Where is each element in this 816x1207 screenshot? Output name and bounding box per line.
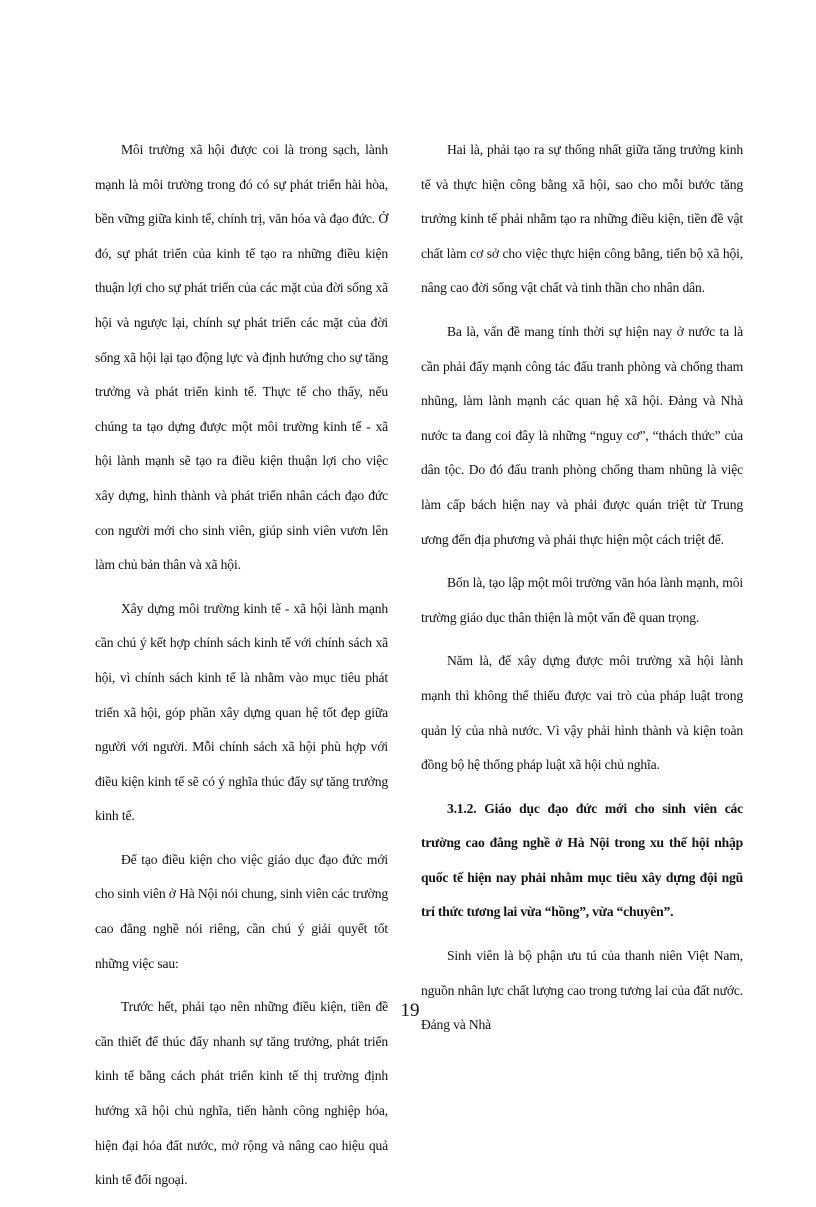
paragraph-conditions-intro: Để tạo điều kiện cho việc giáo dục đạo đức mới cho sinh viên ở Hà Nội nói chung, sinh viên các trường cao đẳng nghề nói riêng, cần chú ý giải quyết tốt những việc sau: <box>95 851 389 971</box>
paragraph-social-environment: Môi trường xã hội được coi là trong sạch, lành mạnh là môi trường trong đó có sự phát triển hài hòa, bền vững giữa kinh tế, chính trị, văn hóa và đạo đức. Ở đó, sự phát triển của kinh tế tạo ra những điều kiện thuận lợi cho sự phát triển của các mặt của đời sống xã hội và ngược lại, chính sự phát triển các mặt của đời sống xã hội lại tạo động lực và định hướng cho sự tăng trưởng và phát triển kinh tế. Thực tế cho thấy, nếu chúng ta tạo dựng được một môi trường kinh tế - xã hội lành mạnh sẽ tạo ra điều kiện thuận lợi cho việc xây dựng, hình thành và phát triển nhân cách đạo đức con người mới cho sinh viên, giúp sinh viên vươn lên làm chủ bản thân và xã hội. <box>95 142 388 573</box>
paragraph-economic-social-policy: Xây dựng môi trường kinh tế - xã hội lành mạnh cần chú ý kết hợp chính sách kinh tế với chính sách xã hội, vì chính sách kinh tế là nhằm vào mục tiêu phát triển xã hội, góp phần xây dựng quan hệ tốt đẹp giữa người với người. Mỗi chính sách xã hội phù hợp với điều kiện kinh tế sẽ có ý nghĩa thúc đẩy sự tăng trưởng kinh tế. <box>95 600 388 824</box>
paragraph-first-point: Trước hết, phải tạo nên những điều kiện, tiền đề cần thiết để thúc đẩy nhanh sự tăng trưởng, phát triển kinh tế bằng cách phát triển kinh tế thị trường định hướng xã hội chủ nghĩa, tiến hành công nghiệp hóa, hiện đại hóa đất nước, mở rộng và nâng cao hiệu quả kinh tế đối ngoại. <box>95 999 388 1188</box>
paragraph-students-role: Sinh viên là bộ phận ưu tú của thanh niên Việt Nam, nguồn nhân lực chất lượng cao trong tương lai của đất nước. Đảng và Nhà <box>421 948 743 1033</box>
left-text-column <box>95 133 388 1207</box>
section-heading-3-1-2: 3.1.2. Giáo dục đạo đức mới cho sinh viên các trường cao đẳng nghề ở Hà Nội trong xu thế hội nhập quốc tế hiện nay phải nhằm mục tiêu xây dựng đội ngũ trí thức tương lai vừa “hồng”, vừa “chuyên”. <box>421 800 743 920</box>
paragraph-fourth-point: Bốn là, tạo lập một môi trường văn hóa lành mạnh, môi trường giáo dục thân thiện là một vấn đề quan trọng. <box>421 575 743 625</box>
page-number: 19 <box>400 1000 420 1021</box>
paragraph-fifth-point: Năm là, để xây dựng được môi trường xã hội lành mạnh thì không thể thiếu được vai trò của pháp luật trong quản lý của nhà nước. Vì vậy phải hình thành và kiện toàn đồng bộ hệ thống pháp luật xã hội chủ nghĩa. <box>421 653 743 773</box>
paragraph-second-point: Hai là, phải tạo ra sự thống nhất giữa tăng trưởng kinh tế và thực hiện công bằng xã hội, sao cho mỗi bước tăng trưởng kinh tế phải nhằm tạo ra những điều kiện, tiền đề vật chất làm cơ sở cho việc thực hiện công bằng, tiến bộ xã hội, nâng cao đời sống vật chất và tinh thần cho nhân dân. <box>421 142 743 296</box>
right-text-column <box>421 133 743 1043</box>
paragraph-third-point: Ba là, vấn đề mang tính thời sự hiện nay ở nước ta là cần phải đẩy mạnh công tác đấu tranh phòng và chống tham nhũng, làm lành mạnh các quan hệ xã hội. Đảng và Nhà nước ta đang coi đây là những “nguy cơ”, “thách thức” của dân tộc. Do đó đấu tranh phòng chống tham nhũng là việc làm cấp bách hiện nay và phải được quán triệt từ Trung ương đến địa phương và phải thực hiện một cách triệt để. <box>421 323 743 547</box>
